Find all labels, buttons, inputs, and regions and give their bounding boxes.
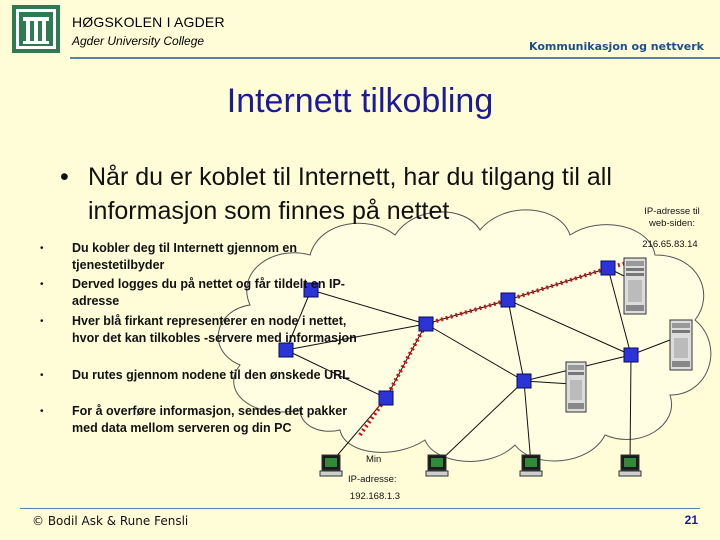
school-name: HØGSKOLEN I AGDER: [72, 14, 225, 30]
slide: HØGSKOLEN I AGDER Agder University College Kommunikasjon og nettverk Internett tilkobling • Når du er koblet til Internett, har du tilgang til all informasjon som finnes på nettet • Du kobler deg til Internett gjennom en tjenestetilbyder • Derved logges du på nettet og får tildelt en IP-adresse • Hver blå firkant representerer en node i nettet, hvor det kan tilkobles -servere med informasjon • Du rutes gjennom nodene til den ønskede URL • For å overføre informasjon, sendes det pakker med data mellom serveren og din PC IP-adresse til web-siden: 216.65.83.14 Min IP-adresse: 192.168.1.3 © Bodil Ask & Rune Fensli 21: [0, 0, 720, 540]
network-node: [419, 317, 433, 331]
copyright: © Bodil Ask & Rune Fensli: [32, 514, 189, 528]
network-node: [379, 391, 393, 405]
server-ip: 216.65.83.14: [642, 239, 698, 250]
client-address-label: Min IP-adresse:: [348, 454, 397, 485]
page-number: 21: [684, 513, 698, 527]
server-address-label: IP-adresse til web-siden:: [644, 206, 700, 229]
footer-divider: [20, 508, 700, 509]
slide-title: Internett tilkobling: [226, 82, 494, 120]
main-bullet-text: Når du er koblet til Internett, har du tilgang til all informasjon som finnes på nettet: [88, 163, 612, 225]
course-name: Kommunikasjon og nettverk: [529, 40, 704, 53]
bullet-dot: •: [60, 163, 69, 191]
network-node: [601, 261, 615, 275]
college-name: Agder University College: [72, 34, 205, 48]
network-node: [517, 374, 531, 388]
network-node: [501, 293, 515, 307]
network-node: [624, 348, 638, 362]
client-ip: 192.168.1.3: [349, 491, 401, 502]
